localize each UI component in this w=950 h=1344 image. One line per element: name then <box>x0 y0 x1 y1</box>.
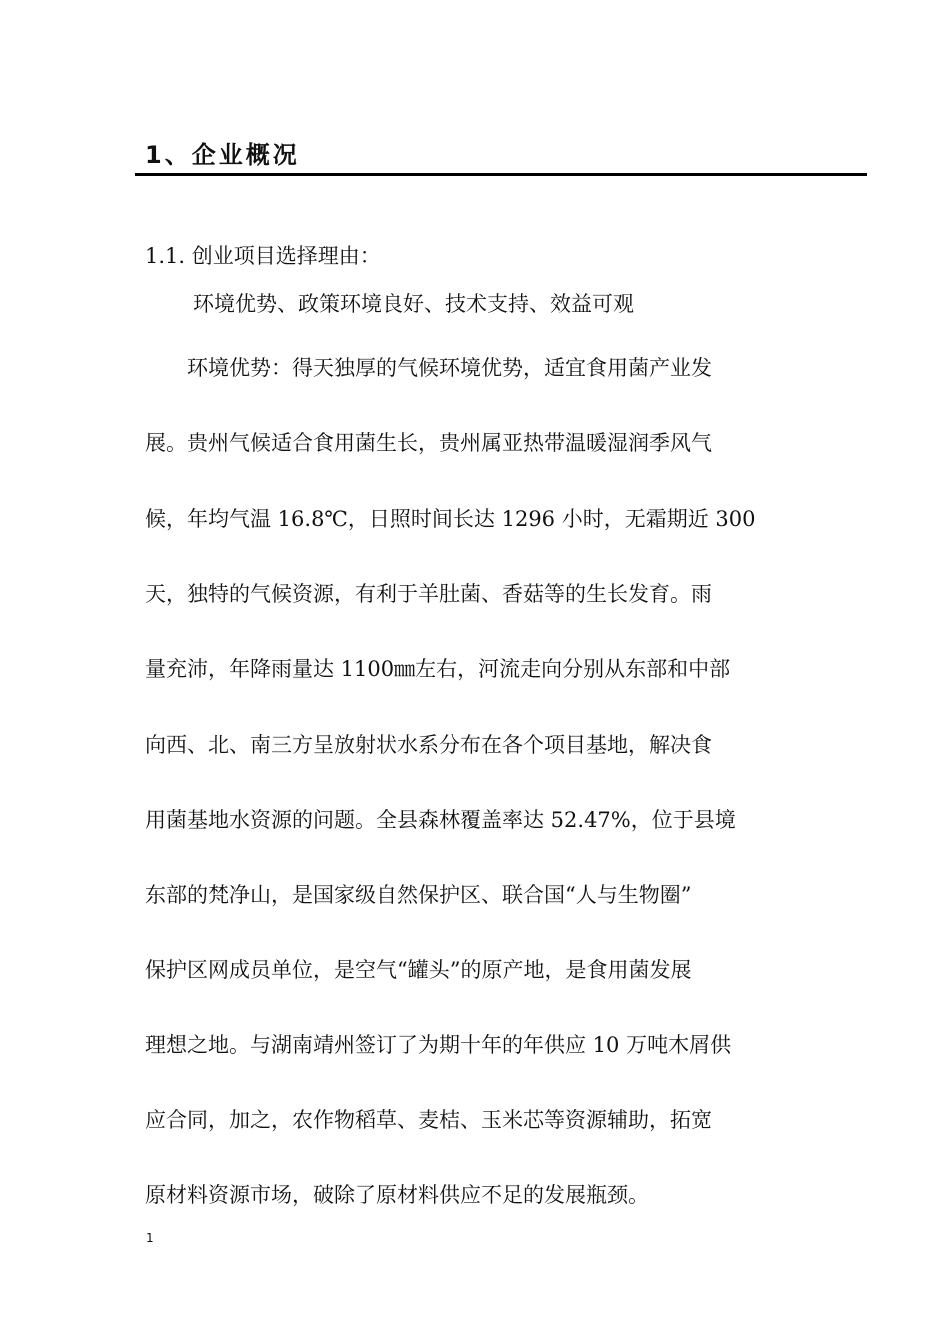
body-line: 向西、北、南三方呈放射状水系分布在各个项目基地，解决食 <box>145 733 712 757</box>
body-line: 用菌基地水资源的问题。全县森林覆盖率达 52.47%，位于县境 <box>145 808 736 832</box>
body-line: 环境优势：得天独厚的气候环境优势，适宜食用菌产业发 <box>145 356 712 380</box>
body-line: 理想之地。与湖南靖州签订了为期十年的年供应 10 万吨木屑供 <box>145 1033 732 1057</box>
heading-rule <box>135 173 867 176</box>
section-heading: 1、企业概况 <box>145 141 300 169</box>
body-line: 天，独特的气候资源，有利于羊肚菌、香菇等的生长发育。雨 <box>145 582 712 606</box>
body-line: 展。贵州气候适合食用菌生长，贵州属亚热带温暖湿润季风气 <box>145 431 712 455</box>
body-line: 保护区网成员单位，是空气“罐头”的原产地，是食用菌发展 <box>145 958 692 982</box>
body-line: 东部的梵净山，是国家级自然保护区、联合国“人与生物圈” <box>145 883 692 907</box>
body-line: 候，年均气温 16.8℃，日照时间长达 1296 小时，无霜期近 300 <box>145 507 756 531</box>
body-line: 应合同，加之，农作物稻草、麦桔、玉米芯等资源辅助，拓宽 <box>145 1108 712 1132</box>
page-number: 1 <box>146 1231 154 1245</box>
body-line: 原材料资源市场，破除了原材料供应不足的发展瓶颈。 <box>145 1183 649 1207</box>
subsection-heading: 1.1. 创业项目选择理由： <box>145 244 381 268</box>
body-line: 量充沛，年降雨量达 1100㎜左右，河流走向分别从东部和中部 <box>145 657 731 681</box>
summary-line: 环境优势、政策环境良好、技术支持、效益可观 <box>193 292 634 316</box>
